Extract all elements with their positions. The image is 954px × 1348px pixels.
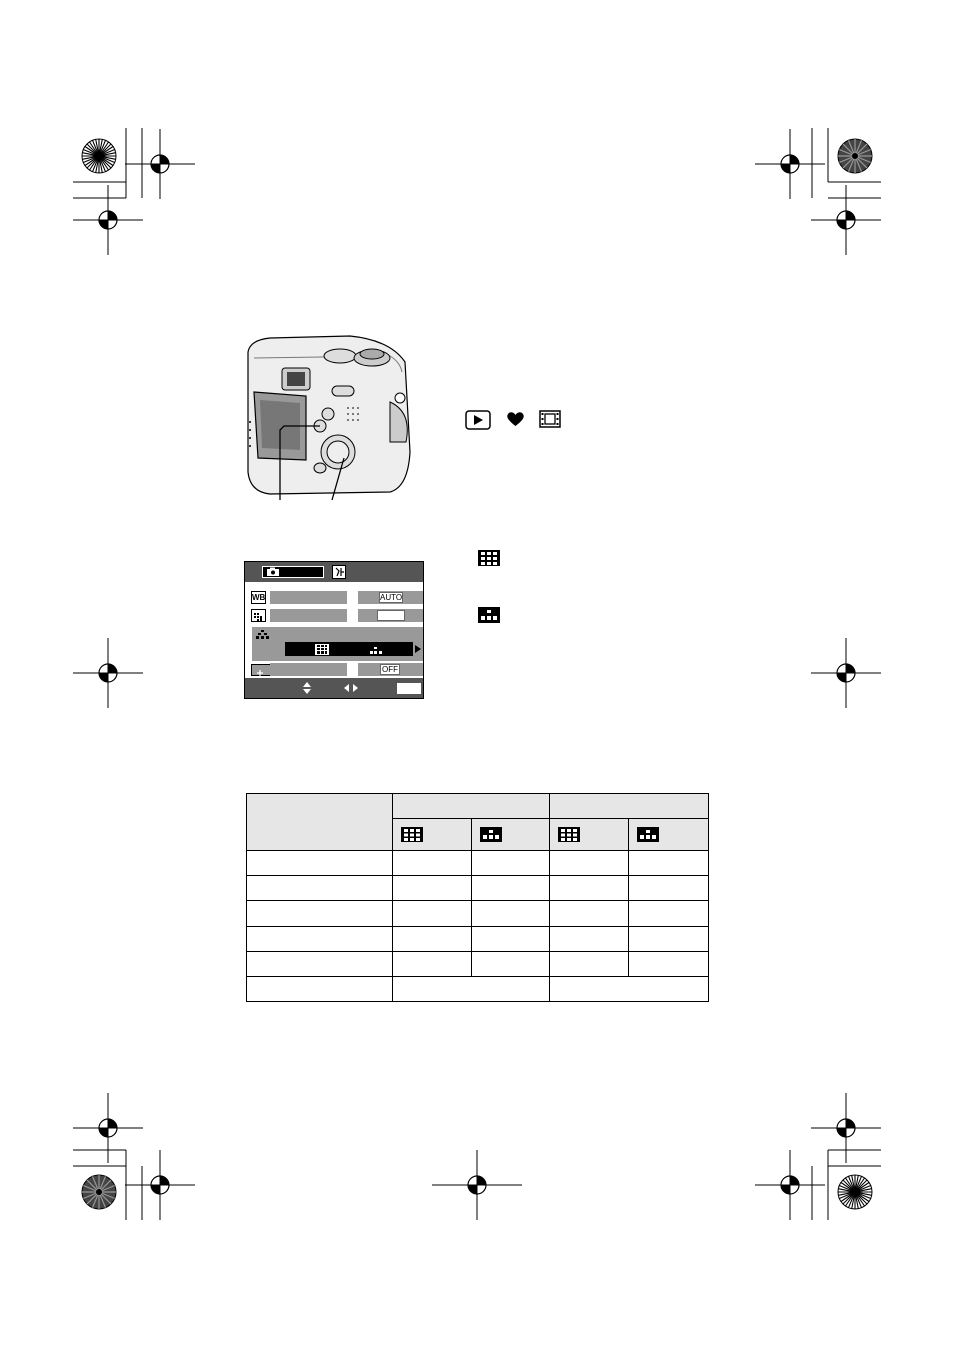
table-cell xyxy=(550,951,629,976)
header-standard-1 xyxy=(472,819,550,851)
table-row xyxy=(247,976,709,1001)
table-cell xyxy=(550,851,629,876)
wb-value: AUTO xyxy=(380,593,403,602)
camera-icon xyxy=(263,567,323,577)
row-label xyxy=(247,926,393,951)
crosshair-mark-br2 xyxy=(755,1150,825,1220)
header-standard-2 xyxy=(629,819,709,851)
exposure-icon xyxy=(251,664,271,676)
table-cell xyxy=(393,876,472,901)
row-label xyxy=(247,851,393,876)
header-fine-2 xyxy=(550,819,629,851)
menu-ok-box[interactable] xyxy=(397,683,421,694)
fine-quality-icon[interactable] xyxy=(315,644,329,655)
iso-value xyxy=(377,610,405,621)
crosshair-mark-tr2 xyxy=(811,185,881,255)
table-cell xyxy=(550,876,629,901)
tab-setup[interactable] xyxy=(332,565,422,579)
starburst-mark-bl xyxy=(82,1175,116,1209)
crosshair-mark-ml xyxy=(73,638,143,708)
picture-quality-table xyxy=(246,793,709,1002)
table-cell xyxy=(472,876,550,901)
fine-quality-icon xyxy=(401,827,423,842)
crosshair-mark-bl1 xyxy=(73,1093,143,1163)
table-cell xyxy=(472,926,550,951)
playback-mode-icon xyxy=(465,410,491,430)
table-cell xyxy=(629,851,709,876)
crosshair-mark-br1 xyxy=(811,1093,881,1163)
table-cell xyxy=(472,851,550,876)
lcd-menu-screen xyxy=(244,561,424,699)
header-group-1 xyxy=(393,794,550,819)
standard-quality-icon xyxy=(480,827,502,842)
starburst-mark-tl xyxy=(82,139,116,173)
film-icon xyxy=(539,410,561,428)
wb-icon: WB xyxy=(252,593,266,602)
camera-illustration xyxy=(240,332,416,502)
table-row xyxy=(247,926,709,951)
row-label xyxy=(247,976,393,1001)
row-label xyxy=(247,901,393,926)
table-cell xyxy=(629,876,709,901)
row-label xyxy=(247,876,393,901)
setup-wrench-icon xyxy=(332,565,348,579)
standard-quality-icon-side xyxy=(478,607,500,623)
table-cell xyxy=(472,951,550,976)
table-row xyxy=(247,951,709,976)
exposure-value: OFF xyxy=(382,665,398,674)
table-cell-merged xyxy=(393,976,550,1001)
table-cell xyxy=(629,951,709,976)
row-sensitivity[interactable] xyxy=(270,609,347,622)
crosshair-mark-tr1 xyxy=(755,129,825,199)
table-cell xyxy=(629,901,709,926)
heart-icon xyxy=(506,411,525,427)
arrow-right-icon[interactable] xyxy=(415,645,422,653)
standard-quality-icon[interactable] xyxy=(369,647,383,655)
crosshair-mark-bl2 xyxy=(125,1150,195,1220)
crosshair-mark-tl1 xyxy=(125,129,195,199)
row-white-balance[interactable] xyxy=(270,591,347,604)
table-cell xyxy=(629,926,709,951)
table-cell xyxy=(550,926,629,951)
up-down-arrow-icon xyxy=(303,682,311,694)
crosshair-mark-tl2 xyxy=(73,185,143,255)
table-cell xyxy=(393,951,472,976)
fine-quality-icon-side xyxy=(478,550,500,566)
starburst-mark-tr xyxy=(838,139,872,173)
header-fine-1 xyxy=(393,819,472,851)
fine-quality-icon xyxy=(558,827,580,842)
left-right-arrow-icon xyxy=(344,684,358,692)
table-cell xyxy=(550,901,629,926)
table-cell xyxy=(393,901,472,926)
quality-selector[interactable] xyxy=(285,642,413,656)
header-corner-cell xyxy=(247,794,393,851)
table-row xyxy=(247,901,709,926)
starburst-mark-br xyxy=(838,1175,872,1209)
crosshair-mark-mr xyxy=(811,638,881,708)
table-cell xyxy=(393,851,472,876)
table-row xyxy=(247,876,709,901)
standard-quality-icon xyxy=(637,827,659,842)
tab-record[interactable] xyxy=(262,566,324,578)
table-cell-merged xyxy=(550,976,709,1001)
iso-icon xyxy=(251,609,266,622)
quality-icon xyxy=(256,630,270,640)
table-cell xyxy=(393,926,472,951)
row-label xyxy=(247,951,393,976)
table-row xyxy=(247,851,709,876)
row-exposure[interactable] xyxy=(270,663,347,676)
table-cell xyxy=(472,901,550,926)
header-group-2 xyxy=(550,794,709,819)
